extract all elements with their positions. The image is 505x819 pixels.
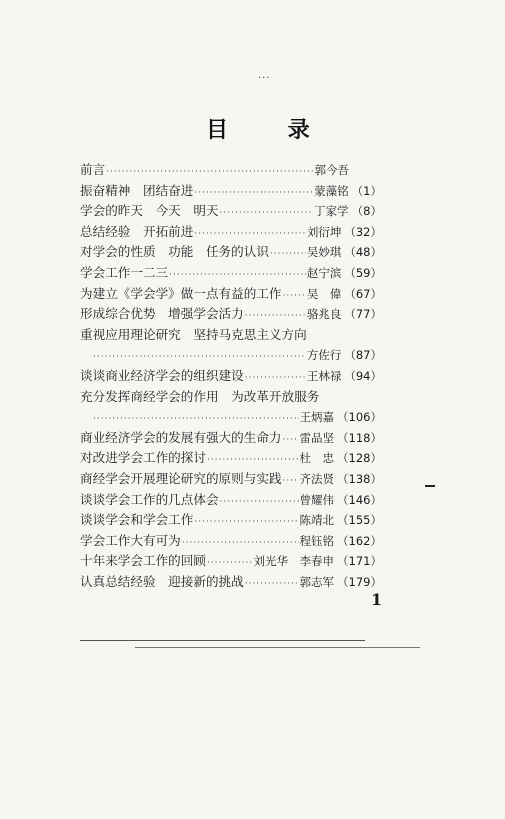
toc-leader-dots bbox=[93, 347, 306, 368]
page-title: 目 录 bbox=[206, 117, 336, 143]
toc-entry-page: （179） bbox=[337, 574, 382, 589]
toc-leader-dots bbox=[194, 512, 298, 533]
toc-entry-title: 对学会的性质 功能 任务的认识 bbox=[80, 244, 269, 260]
toc-entry-author: 雷品坚 bbox=[299, 430, 335, 445]
bottom-rule-2 bbox=[135, 647, 420, 648]
toc-entry bbox=[80, 387, 382, 408]
toc-entry-author: 吴 偉 bbox=[306, 286, 342, 301]
toc-entry bbox=[80, 201, 382, 222]
toc-entry-author: 郭志军 bbox=[299, 574, 335, 589]
toc-entry-title: 十年来学会工作的回顾 bbox=[80, 553, 206, 569]
toc-entry-page: （162） bbox=[337, 533, 382, 548]
toc-entry-title: 形成综合优势 增强学会活力 bbox=[80, 306, 244, 322]
toc-entry-author: 齐法贤 bbox=[299, 471, 335, 486]
toc-leader-dots bbox=[194, 224, 306, 245]
toc-entry-page: （171） bbox=[337, 554, 382, 569]
toc-entry bbox=[80, 428, 382, 449]
toc-entry-title: 重视应用理论研究 坚持马克思主义方向 bbox=[80, 326, 307, 342]
toc-entry-title: 商业经济学会的发展有强大的生命力 bbox=[80, 429, 282, 445]
margin-mark bbox=[425, 485, 435, 487]
toc-entry-author: 刘光华 李春申 bbox=[253, 554, 335, 569]
toc-leader-dots bbox=[106, 162, 313, 183]
toc-entry-page: （118） bbox=[337, 430, 382, 445]
toc-entry-page: （1） bbox=[351, 183, 382, 198]
toc-entry bbox=[80, 222, 382, 243]
toc-entry-title: 认真总结经验 迎接新的挑战 bbox=[80, 573, 244, 589]
toc-entry-page: （77） bbox=[344, 307, 382, 322]
toc-entry bbox=[80, 345, 382, 366]
toc-leader-dots bbox=[207, 450, 299, 471]
toc-entry-author: 郭今吾 bbox=[314, 163, 349, 177]
toc-entry-page: （146） bbox=[337, 492, 382, 507]
toc-entry-author: 刘衍坤 bbox=[306, 224, 342, 239]
toc-entry-page: （155） bbox=[337, 513, 382, 528]
toc-entry-title: 谈谈商业经济学会的组织建设 bbox=[80, 367, 244, 383]
toc-leader-dots bbox=[194, 183, 313, 204]
table-of-contents bbox=[80, 160, 382, 592]
toc-leader-dots bbox=[270, 244, 306, 265]
toc-leader-dots bbox=[169, 265, 306, 286]
toc-entry-page: （94） bbox=[344, 368, 382, 383]
toc-entry bbox=[80, 181, 382, 202]
toc-leader-dots bbox=[220, 203, 314, 224]
toc-entry bbox=[80, 242, 382, 263]
toc-entry bbox=[80, 531, 382, 552]
toc-entry-author: 程钰铭 bbox=[299, 533, 335, 548]
toc-entry-author: 陈靖北 bbox=[299, 513, 335, 528]
toc-entry-page: （128） bbox=[337, 451, 382, 466]
toc-entry-author: 骆兆良 bbox=[306, 307, 342, 322]
toc-entry-title: 学会工作大有可为 bbox=[80, 532, 181, 548]
toc-entry bbox=[80, 407, 382, 428]
toc-leader-dots bbox=[207, 553, 253, 574]
bottom-rule bbox=[80, 640, 365, 641]
toc-entry-page: （8） bbox=[351, 204, 382, 219]
toc-entry bbox=[80, 284, 382, 305]
toc-entry-title: 振奋精神 团结奋进 bbox=[80, 182, 194, 198]
toc-entry bbox=[80, 448, 382, 469]
toc-leader-dots bbox=[283, 471, 299, 492]
toc-entry-author: 丁家学 bbox=[314, 204, 349, 219]
toc-entry-author: 王炳嘉 bbox=[299, 410, 335, 425]
toc-entry-title: 学会工作一二三 bbox=[80, 264, 169, 280]
toc-leader-dots bbox=[283, 286, 306, 307]
toc-leader-dots bbox=[245, 368, 306, 389]
toc-leader-dots bbox=[283, 430, 299, 451]
toc-entry-title: 为建立《学会学》做一点有益的工作 bbox=[80, 285, 282, 301]
toc-leader-dots bbox=[220, 492, 299, 513]
toc-entry-author: 赵宁滨 bbox=[306, 265, 342, 280]
toc-leader-dots bbox=[93, 409, 299, 430]
toc-entry-page: （59） bbox=[344, 265, 382, 280]
toc-entry bbox=[80, 510, 382, 531]
toc-entry bbox=[80, 366, 382, 387]
toc-entry bbox=[80, 325, 382, 346]
page-number: 1 bbox=[371, 590, 383, 609]
toc-entry-author: 方佐行 bbox=[306, 348, 342, 363]
toc-entry-title: 对改进学会工作的探讨 bbox=[80, 450, 206, 466]
toc-entry-title: 总结经验 开拓前进 bbox=[80, 223, 194, 239]
toc-entry-title: 商经学会开展理论研究的原则与实践 bbox=[80, 470, 282, 486]
toc-entry-page: （106） bbox=[337, 410, 382, 425]
toc-entry bbox=[80, 304, 382, 325]
toc-leader-dots bbox=[245, 306, 306, 327]
toc-entry-title: 谈谈学会工作的几点体会 bbox=[80, 491, 219, 507]
toc-entry-page: （138） bbox=[337, 471, 382, 486]
toc-entry bbox=[80, 572, 382, 593]
toc-entry-author: 杜 忠 bbox=[299, 451, 335, 466]
toc-entry-page: （32） bbox=[344, 224, 382, 239]
toc-entry bbox=[80, 469, 382, 490]
toc-entry-author: 蒙藻铭 bbox=[314, 183, 349, 198]
top-dots: ... bbox=[258, 70, 271, 81]
toc-entry bbox=[80, 551, 382, 572]
toc-entry-title: 前言 bbox=[80, 162, 106, 177]
toc-leader-dots bbox=[245, 574, 299, 595]
toc-entry-author: 王林禄 bbox=[306, 368, 342, 383]
toc-entry-page: （67） bbox=[344, 286, 382, 301]
toc-entry bbox=[80, 490, 382, 511]
toc-entry-page: （87） bbox=[344, 348, 382, 363]
toc-entry-author: 吴妙琪 bbox=[306, 245, 342, 260]
toc-leader-dots bbox=[182, 533, 299, 554]
toc-entry bbox=[80, 160, 382, 181]
toc-entry-title: 谈谈学会和学会工作 bbox=[80, 512, 194, 528]
toc-entry-author: 曾耀伟 bbox=[299, 492, 335, 507]
toc-entry bbox=[80, 263, 382, 284]
toc-entry-title: 学会的昨天 今天 明天 bbox=[80, 203, 219, 219]
toc-entry-page: （48） bbox=[344, 245, 382, 260]
toc-entry-title: 充分发挥商经学会的作用 为改革开放服务 bbox=[80, 388, 320, 404]
